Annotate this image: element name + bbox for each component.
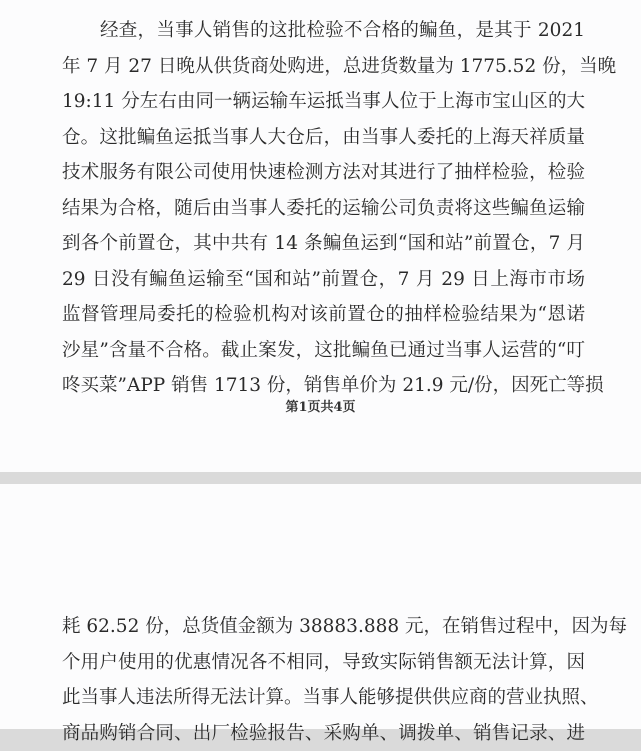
text-line: 到各个前置仓，其中共有 14 条鳊鱼运到“国和站”前置仓，7 月	[62, 226, 585, 262]
text-line: 经查，当事人销售的这批检验不合格的鳊鱼，是其于 2021	[62, 13, 585, 49]
page-2-body-text	[62, 609, 585, 751]
text-line: 耗 62.52 份，总货值金额为 38883.888 元，在销售过程中，因为每	[62, 609, 585, 645]
page-1-body-text	[62, 13, 585, 404]
text-line: 咚买菜”APP 销售 1713 份，销售单价为 21.9 元/份，因死亡等损	[62, 368, 585, 404]
text-line: 29 日没有鳊鱼运输至“国和站”前置仓，7 月 29 日上海市市场	[62, 262, 585, 298]
page-number-footer: 第1页共4页	[0, 396, 641, 415]
text-line: 沙星”含量不合格。截止案发，这批鳊鱼已通过当事人运营的“叮	[62, 333, 585, 369]
text-line: 仓。这批鳊鱼运抵当事人大仓后，由当事人委托的上海天祥质量	[62, 120, 585, 156]
text-line: 个用户使用的优惠情况各不相同，导致实际销售额无法计算，因	[62, 645, 585, 681]
text-line: 监督管理局委托的检验机构对该前置仓的抽样检验结果为“恩诺	[62, 297, 585, 333]
text-line: 商品购销合同、出厂检验报告、采购单、调拨单、销售记录、进	[62, 716, 585, 751]
text-line: 技术服务有限公司使用快速检测方法对其进行了抽样检验，检验	[62, 155, 585, 191]
text-line: 年 7 月 27 日晚从供货商处购进，总进货数量为 1775.52 份，当晚	[62, 49, 585, 85]
text-line: 此当事人违法所得无法计算。当事人能够提供供应商的营业执照、	[62, 680, 585, 716]
text-line: 结果为合格，随后由当事人委托的运输公司负责将这些鳊鱼运输	[62, 191, 585, 227]
text-line: 19:11 分左右由同一辆运输车运抵当事人位于上海市宝山区的大	[62, 84, 585, 120]
document-page-2	[0, 484, 641, 729]
